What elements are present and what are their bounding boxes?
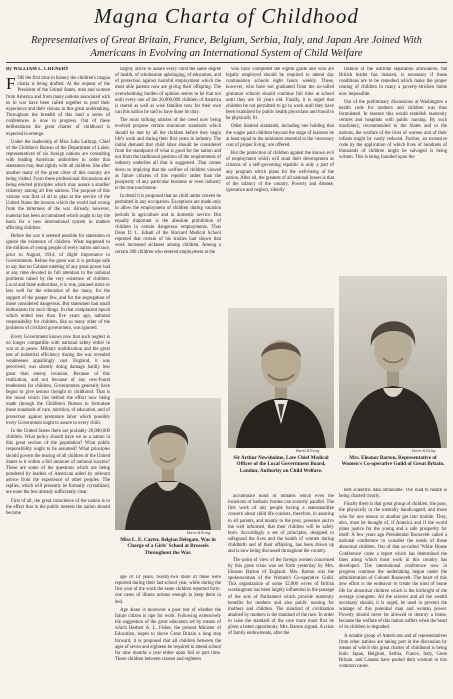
paragraph: who have completed the eighth grade and who are legally employed should be required to attend day continuation schools eight hours weekly. These, however, who have not graduated from the so-called grammar schools should continue full time at school until they are 16 years old. Finally, it is urged that children be not permitted to go to work until they have been examined by public health physicians and found to be physically fit. <box>226 67 334 122</box>
column-1 <box>6 67 110 697</box>
photo-caption: Miss L. E. Carter, Belgian Delegate, Was in Charge of a Girls' School at Brussels Throughout the War. <box>120 537 216 556</box>
paragraph: fashion of the wartime separation allowances, the British leader has insisted, is necessary if those conditions are to be remedied which make the proper rearing of children in many a poverty-stricken home now impossible. <box>339 67 447 97</box>
lead-text: OR the first time in history the children's magna charta is being drafted. At the request of the President of the United States, men and women from America and from many nations associated with us in war have been called together to pool their experience and their visions in this great undertaking. Throughout the breadth of this land a series of conferences is now in progress. Out of these deliberations the great charter of childhood is expected to emerge. <box>6 76 110 137</box>
column-3-bottom <box>228 494 334 697</box>
paragraph: Other kindred standards, including one holding that the wages paid children beyond the stage of learners be at least equal to the minimum essential to the 'necessary cost of proper living,' are offered. <box>226 124 334 148</box>
portrait-figure-icon <box>339 276 447 448</box>
column-2-bottom <box>115 575 221 697</box>
paragraph: The most striking articles of the creed now being evolved propose certain minimum standards which should be met by all the children before they begin life's work and during their first years in industry. The initial demand that child labor should be considered from the standpoint of what is good for the nation and not from the traditional position of the requirements of industry underlies all that is suggested. That comes down to implying that the welfare of children viewed as future citizens of this republic rather than the prosperity of any particular business or even industry is the true touchstone. <box>115 118 221 191</box>
paragraph: But the protection of children against the known evil of employment which will stunt their development as citizens of a self-governing republic is only a part of any program which plans for the well-being of the nation. After all, the greatest of all national losses is that of the infancy of the country. Poverty and disease, ignorance and neglect, silently <box>226 151 334 193</box>
paragraph: largely active to assure every child the same degree of health, of wholesome upbringing, of education, and of protection against harmful employment which the most able parents now are giving their offspring. The overwhelming burden of opinion seems to be that not until every one of the 20,000,000 children of America is reared as well as wise families now for their own can this nation be said to have done its duty. <box>115 67 221 116</box>
paragraph: age of 14 years, twenty-two more of these were reported during their last school year, while during the first year of the work the same children reported forty-one cases of illness serious enough to keep them in bed. <box>115 575 221 605</box>
portrait-figure-icon <box>115 398 221 530</box>
column-2-top <box>115 67 221 393</box>
paragraph: best scientific data obtainable. The road to health is being charted clearly. <box>339 488 447 500</box>
paragraph: accumulate hosts of inmates which even the invasions of barbaric hordes can scarcely parallel. The first work of any people having a statesmanlike concern about child life consists, therefore, in assuring to all parents, and mainly to the poor, presence and to the well informed, that their children will be safely born. Accordingly a set of principles, designed to safeguard the lives and the health of women during childbirth and of their offspring, has been drawn up and is now being discussed throughout the country. <box>228 494 334 555</box>
paragraph: Under the leadership of Miss Julia Lathrop, Chief of the Children's Bureau of the Department of Labor, representatives of six foreign nations are consulting with leading American authorities in order that statesmen may deal rightly with all children. She after another many of the great cities of this country are being visited. From these professional discussions are being erected principles which may assure a sturdier citizenry among all free nations. The purpose of this various was first of all to plan at the service of the United States the lessons which the world had wrung from the bitterness of the war. Already, however, material has been accumulated which ought to lay the basis for a new international system in matters affecting children. <box>6 139 110 231</box>
byline: By WILLIAM L. CHENERY <box>6 67 69 72</box>
paragraph: In the United States there are probably 20,000,000 children. What policy should have we as a nation in this great section of the population? What public responsibility ought to be assumed? What principles should govern the rearing of all children of the United States is it within a full measure of national success? These are some of the questions which are being pondered by leaders of American aided by relevant advice from the experience of other peoples. The replies, which will presently be formally crystallized, are none the less already sufficiently clear. <box>6 428 110 496</box>
paragraph: In detail it is proposed that no child under sixteen be permitted in any occupation. Exceptions are made only to allow the employment of children during vacation periods in agriculture and in domestic service. But equally important is the absolute prohibition of children in certain dangerous employments. Thus Dean D. L. Edsall of the Harvard Medical School reported that certain of his studies had shown that work increased sickness among children. Among a certain 300 children who entered employment at the <box>115 194 221 255</box>
article-title: Magna Charta of Childhood <box>94 4 359 28</box>
portrait-photo-carter <box>115 398 221 530</box>
paragraph: A notable group of Americans and of representatives from other nations are taking part in the discussion by means of which this great charter of childhood is being built. Japan, Belgium, Serbia, France, Italy, Great Britain, and Canada have pooled their wisdom in this common cause. <box>339 633 447 670</box>
photo-credit: Harris & Ewing <box>187 531 211 535</box>
column-4-top <box>339 67 447 271</box>
portrait-figure-icon <box>228 308 334 448</box>
photo-caption: Mrs. Eleanor Barton, Representative of Women's Co-operative Guild of Great Britain. <box>341 455 445 468</box>
drop-cap: F <box>6 74 16 94</box>
photo-caption: Sir Arthur Newsholme, Late Chief Medical Officer of the Local Government Board, London; Authority on Child Welfare. <box>233 455 329 474</box>
paragraph: Every Government knows now that such neglect is no longer compatible with national safety either in war or in peace. Military mobilization and the great test of industrial efficiency during the war revealed weaknesses appallingly vast. England, it was perceived, was silently doing damage hardly less great than enemy invasion. Because of this realization, and not because of any new-found tenderness for children, Governments generally have begun to give serious thought to childhood. That is the mood which lies behind the effort now being made through the Children's Bureau to formulate those standards of care, nutrition, of education, and of protection against premature labor which possibly every Government ought to assure to every child. <box>6 334 110 426</box>
paragraph: Out of the preliminary discussions at Washington a health code for mothers and children was thus formulated. In essence this would establish maternity centres and hospitals with public nursing. By such machinery, recommended to the States and to the nations, the warfare of the lives of women and of their infants might be vastly reduced. Further, an extensive code by the application of which lives of hundreds of thousands of children might be salvaged is being written. This is being founded upon the <box>339 99 447 161</box>
lead-paragraph <box>6 76 110 138</box>
paragraph: First of all, the great conscience of the nation is to the effect that in the public interest the nation should become <box>6 498 110 516</box>
column-4-bottom <box>339 488 447 697</box>
paragraph: The point of view of the foreign women concerned by this great crisis was set forth yesterday by Mrs. Eleanor Barton of England. Mrs. Barton was the spokeswoman of the Women's Co-operative Guild. This organization of some 32,000 wives of British workingmen has been largely influential in the passage of the acts of Parliament which provide maternity benefits for mothers and also public nursing for mothers and children. The standard of civilization attained by mothers is the standard of the race. In order to raise the standard of the race more must first be given a better opportunity. Mrs. Barton argued. A crisis of family endowments, after the <box>228 557 334 637</box>
article-subtitle: Representatives of Great Britain, France, Belgium, Serbia, Italy, and Japan Are Joined With Americans in Evolving an International System of Child Welfare <box>31 35 422 59</box>
portrait-photo-barton <box>339 276 447 448</box>
column-3-top <box>226 67 334 305</box>
paragraph: Before the war it seemed possible for statesmen to ignore the existence of children. What happened to the millions of young people of every nation and race, prior to August, 1914, of slight importance to Governments. Before the great war, it is perhaps safe to say that no Cabinet meeting of any great power had at any time devoted its full attention to the national problems raised by the very existence of children. Local and State authorities, it is true, planned more or less well for the education of the many, for the support of the pauper few, and for the segregation of those considered dangerous. But statesmen had small enthusiasm for such things. In that complacent epoch which ended less than five years ago, national responsibility for children, like so many other of the problems of civilized government, was ignored. <box>6 234 110 332</box>
photo-credit: Harris & Ewing <box>412 449 436 453</box>
paragraph: Age alone is moreover a poor test of whether the future citizen is ripe for work. Following extensively the suggestion of the great educators set by means of which Herbert A. L. Fisher, the present Minister of Education, hopes to shove Great Britain a long step forward, it is proposed that all children between the ages of seven and eighteen be required to attend school for nine months a year either upon full or part time. These children between sixteen and eighteen <box>115 607 221 663</box>
photo-credit: Harris & Ewing <box>296 449 320 453</box>
portrait-photo-newsholme <box>228 308 334 448</box>
paragraph: Finally there is that great group of children, the poor, the physically or the mentally handicapped, and those who for one reason or another get into trouble. They, also, must be thought of, if America and if the world plans justice for the young and a safe prosperity for itself. A few years ago Presidential Roosevelt called a national conference to consider the needs of those abnormal children. Out of that so-called 'White House Conference' came a report which has determined the lines along which most work in this country has developed. The international conference now in progress continue the undertaking begun under the administration of Colonel Roosevelt. The heart of this new effort is the endeavor to create the kind of home life for abnormal children which is the birthright of the average youngster. All the science and all the wealth necessary should, it is urged, be used to prevent the wastage of this potential man and woman power. Poverty should never be allowed to destroy a home, because the welfare of this nation suffers when the heart of its children is degraded. <box>339 502 447 631</box>
title-rule <box>6 62 447 63</box>
